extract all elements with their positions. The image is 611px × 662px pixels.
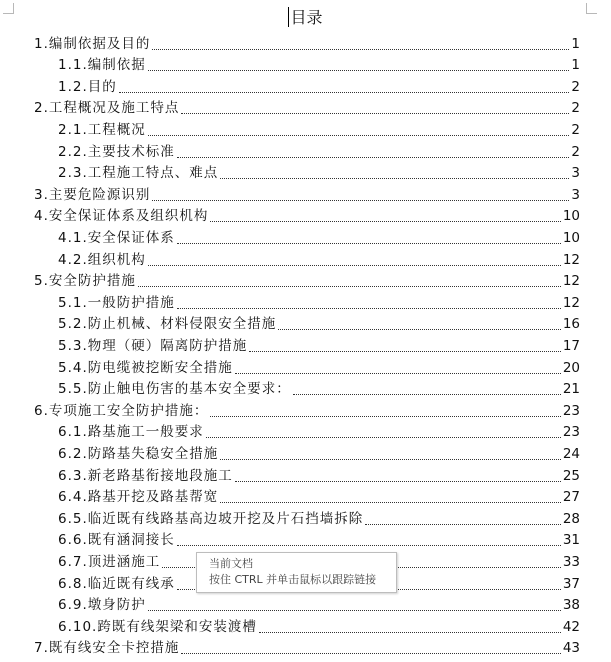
toc-entry[interactable]: [58, 463, 580, 485]
toc-entry-page: 3: [571, 165, 580, 182]
toc-entry[interactable]: [58, 506, 580, 528]
toc-entry[interactable]: [58, 161, 580, 183]
toc-entry-label: 6.2.防路基失稳安全措施: [58, 445, 219, 462]
toc-entry-page: 12: [562, 251, 580, 268]
toc-entry-label: 5.安全防护措施: [34, 273, 136, 290]
toc-leader-dots: [152, 48, 569, 50]
toc-leader-dots: [177, 156, 570, 158]
toc-leader-dots: [220, 458, 561, 460]
toc-entry[interactable]: [58, 139, 580, 161]
toc-entry[interactable]: [58, 377, 580, 399]
toc-entry[interactable]: [34, 96, 580, 118]
toc-entry[interactable]: [58, 420, 580, 442]
toc-entry-label: 6.8.临近既有线承: [58, 575, 175, 592]
toc-entry-label: 6.10.跨既有线架梁和安装渡槽: [58, 618, 257, 635]
toc-entry[interactable]: [58, 333, 580, 355]
toc-leader-dots: [148, 134, 570, 136]
toc-leader-dots: [148, 609, 561, 611]
toc-entry-page: 10: [562, 229, 580, 246]
toc-entry-label: 5.4.防电缆被挖断安全措施: [58, 359, 233, 376]
toc-entry-page: 28: [562, 510, 580, 527]
toc-leader-dots: [119, 91, 570, 93]
toc-entry-page: 20: [562, 359, 580, 376]
toc-entry[interactable]: [34, 182, 580, 204]
toc-entry-page: 2: [571, 143, 580, 160]
toc-entry-page: 12: [562, 273, 580, 290]
toc-entry-page: 37: [562, 575, 580, 592]
toc-entry-page: 2: [571, 121, 580, 138]
toc-leader-dots: [293, 393, 561, 395]
toc-entry-label: 2.1.工程概况: [58, 121, 146, 138]
toc-entry-page: 43: [562, 640, 580, 657]
toc-entry-page: 27: [562, 489, 580, 506]
hyperlink-tooltip: [196, 552, 397, 593]
toc-entry-page: 12: [562, 294, 580, 311]
toc-leader-dots: [181, 112, 569, 114]
toc-leader-dots: [152, 199, 569, 201]
toc-entry-label: 1.2.目的: [58, 78, 117, 95]
toc-entry-label: 6.1.路基施工一般要求: [58, 424, 204, 441]
toc-leader-dots: [177, 242, 561, 244]
toc-entry[interactable]: [34, 31, 580, 53]
toc-leader-dots: [259, 631, 561, 633]
toc-entry-label: 6.7.顶进涵施工: [58, 553, 161, 570]
toc-leader-dots: [210, 220, 560, 222]
toc-leader-dots: [249, 350, 561, 352]
toc-entry-label: 5.3.物理（硬）隔离防护措施: [58, 337, 248, 354]
toc-entry-label: 1.1.编制依据: [58, 57, 146, 74]
toc-entry-label: 4.2.组织机构: [58, 251, 146, 268]
toc-entry[interactable]: [58, 593, 580, 615]
tooltip-hint: 按住 CTRL 并单击鼠标以跟踪链接: [209, 573, 377, 586]
toc-entry-page: 16: [562, 316, 580, 333]
toc-leader-dots: [220, 177, 569, 179]
toc-entry-page: 2: [571, 78, 580, 95]
toc-entry[interactable]: [58, 117, 580, 139]
toc-entry[interactable]: [58, 614, 580, 636]
toc-leader-dots: [148, 264, 561, 266]
toc-entry-label: 6.4.路基开挖及路基帮宽: [58, 489, 219, 506]
toc-entry-label: 6.5.临近既有线路基高边坡开挖及片石挡墙拆除: [58, 510, 364, 527]
toc-entry-label: 6.6.既有涵洞接长: [58, 532, 175, 549]
toc-entry-page: 1: [571, 35, 580, 52]
tooltip-title: 当前文档: [209, 557, 253, 570]
toc-entry[interactable]: [58, 355, 580, 377]
toc-entry-label: 5.1.一般防护措施: [58, 294, 175, 311]
toc-leader-dots: [235, 372, 561, 374]
toc-entry[interactable]: [58, 441, 580, 463]
toc-entry[interactable]: [58, 225, 580, 247]
toc-entry-page: 10: [562, 208, 580, 225]
toc-entry-page: 25: [562, 467, 580, 484]
toc-entry-page: 3: [571, 186, 580, 203]
toc-leader-dots: [177, 544, 561, 546]
toc-entry-page: 21: [562, 381, 580, 398]
toc-entry-page: 2: [571, 100, 580, 117]
toc-entry[interactable]: [34, 636, 580, 658]
toc-entry[interactable]: [58, 312, 580, 334]
page-title: [0, 6, 611, 30]
toc-leader-dots: [365, 523, 561, 525]
toc-leader-dots: [278, 328, 561, 330]
toc-entry-label: 4.安全保证体系及组织机构: [34, 208, 209, 225]
toc-entry-page: 38: [562, 597, 580, 614]
toc-entry-label: 4.1.安全保证体系: [58, 229, 175, 246]
toc-entry-label: 3.主要危险源识别: [34, 186, 151, 203]
toc-leader-dots: [210, 415, 560, 417]
toc-leader-dots: [138, 285, 561, 287]
toc-entry[interactable]: [58, 290, 580, 312]
toc-entry-label: 2.工程概况及施工特点: [34, 100, 180, 117]
toc-entry[interactable]: [34, 269, 580, 291]
page-title-text: 目录: [290, 8, 323, 27]
toc-entry-page: 17: [562, 337, 580, 354]
toc-leader-dots: [177, 307, 561, 309]
toc-entry[interactable]: [58, 528, 580, 550]
toc-entry-page: 31: [562, 532, 580, 549]
toc-leader-dots: [235, 480, 561, 482]
toc-entry-label: 2.3.工程施工特点、难点: [58, 165, 219, 182]
toc-entry-page: 1: [571, 57, 580, 74]
toc-entry[interactable]: [58, 74, 580, 96]
toc-entry[interactable]: [34, 204, 580, 226]
toc-entry-page: 24: [562, 445, 580, 462]
toc-entry[interactable]: [58, 485, 580, 507]
toc-leader-dots: [148, 69, 570, 71]
toc-entry-label: 5.5.防止触电伤害的基本安全要求：: [58, 381, 291, 398]
toc-entry-label: 7.既有线安全卡控措施: [34, 640, 180, 657]
toc-entry-page: 23: [562, 402, 580, 419]
toc-entry-label: 6.专项施工安全防护措施：: [34, 402, 209, 419]
toc-entry-label: 2.2.主要技术标准: [58, 143, 175, 160]
toc-leader-dots: [206, 436, 561, 438]
toc-entry-page: 42: [562, 618, 580, 635]
toc-entry[interactable]: [58, 53, 580, 75]
toc-entry-page: 33: [562, 553, 580, 570]
toc-leader-dots: [220, 501, 561, 503]
toc-entry-label: 6.9.墩身防护: [58, 597, 146, 614]
toc-entry-page: 23: [562, 424, 580, 441]
toc-entry[interactable]: [58, 247, 580, 269]
toc-entry[interactable]: [34, 398, 580, 420]
toc-entry-label: 1.编制依据及目的: [34, 35, 151, 52]
toc-leader-dots: [181, 652, 560, 654]
toc-entry-label: 5.2.防止机械、材料侵限安全措施: [58, 316, 277, 333]
toc-entry-label: 6.3.新老路基衔接地段施工: [58, 467, 233, 484]
